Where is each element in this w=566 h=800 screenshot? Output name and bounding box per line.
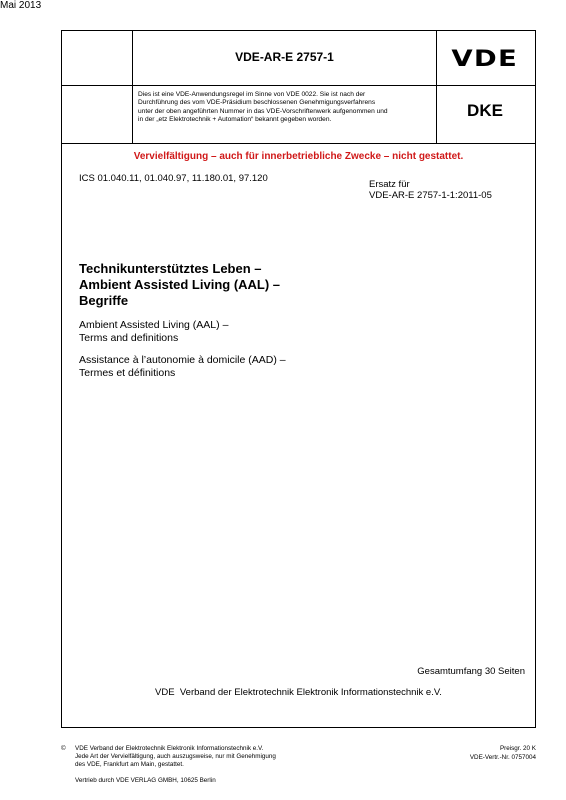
notice-line: Dies ist eine VDE-Anwendungsregel im Sinne von VDE 0022. Sie ist nach der (138, 91, 366, 98)
publication-date: Mai 2013 (0, 0, 42, 11)
notice-line: in der „etz Elektrotechnik + Automation“ bekannt gegeben worden. (138, 115, 332, 123)
header-row-bottom (62, 86, 535, 144)
dke-logo: DKE (467, 101, 503, 120)
title-french (79, 354, 286, 379)
application-rule-notice (138, 91, 431, 124)
header-row-top (62, 31, 535, 86)
notice-line: Durchführung des vom VDE-Präsidium beschlossenen Genehmigungsverfahrens (138, 99, 376, 107)
header-divider-left-2 (132, 86, 133, 143)
copyright-symbol: © (61, 745, 66, 752)
total-pages: Gesamtumfang 30 Seiten (417, 666, 525, 677)
supersedes-value: VDE-AR-E 2757-1-1:2011-05 (369, 190, 492, 201)
title-line: Ambient Assisted Living (AAL) – (79, 319, 229, 331)
title-line: Terms and definitions (79, 331, 179, 344)
copyright-line: des VDE, Frankfurt am Main, gestattet. (75, 761, 184, 768)
supersedes-label: Ersatz für (369, 179, 410, 190)
footer-order-info (470, 745, 536, 762)
title-line: Ambient Assisted Living (AAL) – (79, 277, 281, 292)
title-german (79, 261, 280, 309)
copyright-line: VDE Verband der Elektrotechnik Elektronik Informationstechnik e.V. (75, 745, 264, 752)
order-number: VDE-Vertr.-Nr. 0757004 (469, 753, 536, 761)
copy-warning: Vervielfältigung – auch für innerbetriebliche Zwecke – nicht gestattet. (133, 151, 464, 162)
title-line: Technikunterstütztes Leben – (79, 261, 262, 276)
vde-logo (435, 39, 535, 79)
distribution-note: Vertrieb durch VDE VERLAG GMBH, 10625 Berlin (75, 777, 216, 784)
title-line: Begriffe (79, 293, 129, 308)
vde-logo-text: VDE (451, 46, 519, 72)
supersedes-block (369, 179, 492, 201)
publisher-line: VDE Verband der Elektrotechnik Elektronik Informationstechnik e.V. (155, 687, 442, 698)
ics-codes: ICS 01.040.11, 01.040.97, 11.180.01, 97.120 (79, 173, 268, 184)
title-line: Assistance à l’autonomie à domicile (AAD) – (79, 354, 286, 366)
document-frame (61, 30, 536, 728)
notice-line: unter der oben angeführten Nummer in das VDE-Vorschriftenwerk aufgenommen und (138, 107, 388, 115)
title-english (79, 319, 228, 344)
document-number: VDE-AR-E 2757-1 (235, 50, 334, 64)
title-line: Termes et définitions (79, 366, 176, 379)
copyright-text (75, 745, 335, 769)
copyright-line: Jede Art der Vervielfältigung, auch auszugsweise, nur mit Genehmigung (75, 753, 276, 760)
price-group: Preisgr. 20 K (499, 745, 536, 752)
